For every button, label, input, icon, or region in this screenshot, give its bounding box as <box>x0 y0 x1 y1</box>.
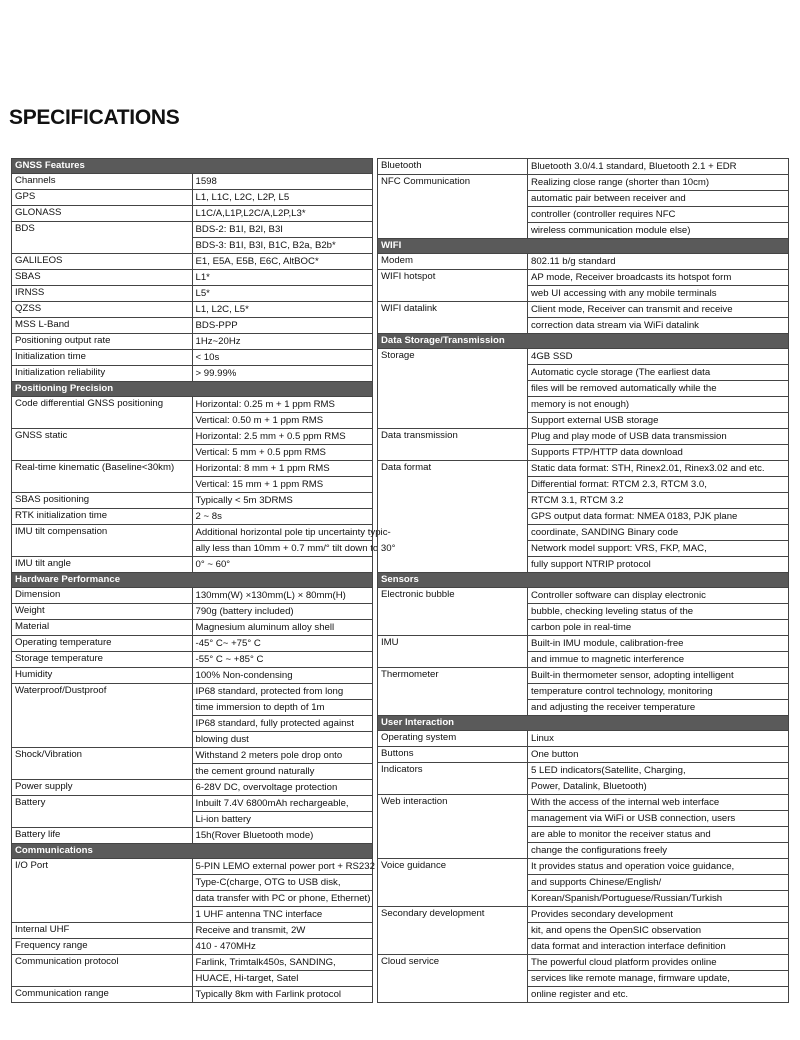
spec-key: Bluetooth <box>378 159 528 175</box>
spec-value-line: 2 ~ 8s <box>195 511 222 522</box>
spec-row <box>12 748 373 780</box>
spec-key: SBAS <box>12 270 193 286</box>
spec-value-line: Horizontal: 0.25 m + 1 ppm RMS <box>193 397 373 413</box>
spec-key: IMU tilt angle <box>12 557 193 573</box>
spec-key: Data transmission <box>378 429 528 461</box>
spec-value-line: Horizontal: 2.5 mm + 0.5 ppm RMS <box>193 429 373 445</box>
spec-row <box>378 955 789 1003</box>
spec-value-line: 15h(Rover Bluetooth mode) <box>195 830 314 841</box>
spec-value <box>528 668 789 716</box>
spec-key: BDS <box>12 222 193 254</box>
spec-value-line: 130mm(W) ×130mm(L) × 80mm(H) <box>195 590 346 601</box>
spec-value <box>192 588 373 604</box>
spec-row <box>12 302 373 318</box>
spec-value-line: L1C/A,L1P,L2C/A,L2P,L3* <box>195 208 306 219</box>
spec-row <box>12 604 373 620</box>
spec-value <box>192 429 373 461</box>
spec-value-line: BDS-3: B1I, B3I, B1C, B2a, B2b* <box>195 240 336 251</box>
spec-row <box>378 588 789 636</box>
spec-value-line: and immue to magnetic interference <box>531 654 685 665</box>
spec-key: Code differential GNSS positioning <box>12 397 193 429</box>
spec-value-line: IP68 standard, protected from long <box>193 684 373 700</box>
spec-value <box>192 636 373 652</box>
spec-row <box>12 557 373 573</box>
spec-row <box>378 254 789 270</box>
spec-value-line: Li-ion battery <box>195 814 251 825</box>
spec-row <box>378 668 789 716</box>
spec-value-line: 790g (battery included) <box>195 606 294 617</box>
spec-value-line: bubble, checking leveling status of the <box>528 604 788 620</box>
spec-value <box>192 557 373 573</box>
spec-value <box>192 318 373 334</box>
spec-value-line: HUACE, Hi-target, Satel <box>195 973 299 984</box>
spec-key: Shock/Vibration <box>12 748 193 780</box>
spec-row <box>12 429 373 461</box>
spec-value <box>192 366 373 382</box>
spec-value-line: correction data stream via WiFi datalink <box>531 320 699 331</box>
spec-value-line: temperature control technology, monitoring <box>528 684 788 700</box>
spec-row <box>12 318 373 334</box>
spec-value-line: Horizontal: 8 mm + 1 ppm RMS <box>193 461 373 477</box>
spec-value-line: Typically < 5m 3DRMS <box>195 495 293 506</box>
spec-value-line: -45° C~ +75° C <box>195 638 261 649</box>
spec-key: Material <box>12 620 193 636</box>
spec-value-line: and supports Chinese/English/ <box>528 875 788 891</box>
spec-value-line: L1, L1C, L2C, L2P, L5 <box>195 192 290 203</box>
section-header <box>378 716 789 731</box>
spec-row <box>378 270 789 302</box>
spec-row <box>378 795 789 859</box>
spec-key: Initialization reliability <box>12 366 193 382</box>
spec-value-line: kit, and opens the OpenSIC observation <box>528 923 788 939</box>
spec-value-line: management via WiFi or USB connection, users <box>528 811 788 827</box>
spec-key: WIFI datalink <box>378 302 528 334</box>
section-title: Hardware Performance <box>12 573 373 588</box>
spec-value <box>528 461 789 573</box>
spec-value-line: services like remote manage, firmware update, <box>528 971 788 987</box>
spec-key: NFC Communication <box>378 175 528 239</box>
spec-value-line: controller (controller requires NFC <box>528 207 788 223</box>
spec-row <box>12 525 373 557</box>
spec-row <box>12 636 373 652</box>
spec-key: Weight <box>12 604 193 620</box>
spec-row <box>378 461 789 573</box>
spec-key: Modem <box>378 254 528 270</box>
spec-value-line: IP68 standard, fully protected against <box>193 716 373 732</box>
spec-value-line: Receive and transmit, 2W <box>195 925 306 936</box>
spec-value <box>192 270 373 286</box>
section-header <box>12 573 373 588</box>
spec-row <box>378 747 789 763</box>
spec-value <box>192 509 373 525</box>
spec-row <box>378 907 789 955</box>
spec-key: Waterproof/Dustproof <box>12 684 193 748</box>
spec-value-line: Static data format: STH, Rinex2.01, Rinex3.02 and etc. <box>528 461 788 477</box>
spec-value <box>528 270 789 302</box>
spec-row <box>12 461 373 493</box>
spec-value-line: 100% Non-condensing <box>195 670 293 681</box>
spec-value-line: BDS-2: B1I, B2I, B3I <box>193 222 373 238</box>
spec-value-line: 5-PIN LEMO external power port + RS232 <box>193 859 373 875</box>
spec-value <box>528 731 789 747</box>
spec-value-line: Controller software can display electronic <box>528 588 788 604</box>
spec-value <box>528 349 789 429</box>
spec-value-line: Type-C(charge, OTG to USB disk, <box>193 875 373 891</box>
spec-value-line: 410 - 470MHz <box>195 941 256 952</box>
spec-row <box>12 190 373 206</box>
spec-value <box>192 923 373 939</box>
spec-value-line: One button <box>531 749 579 760</box>
spec-value-line: Vertical: 5 mm + 0.5 ppm RMS <box>195 447 326 458</box>
spec-value <box>192 397 373 429</box>
spec-value-line: Built-in thermometer sensor, adopting intelligent <box>528 668 788 684</box>
spec-row <box>12 796 373 828</box>
spec-row <box>12 286 373 302</box>
spec-value-line: Vertical: 15 mm + 1 ppm RMS <box>195 479 324 490</box>
spec-value-line: data transfer with PC or phone, Ethernet) <box>193 891 373 907</box>
spec-key: IMU tilt compensation <box>12 525 193 557</box>
spec-value <box>192 828 373 844</box>
spec-value-line: fully support NTRIP protocol <box>531 559 651 570</box>
spec-value-line: L1* <box>195 272 210 283</box>
spec-value-line: files will be removed automatically while the <box>528 381 788 397</box>
spec-row <box>12 206 373 222</box>
spec-value-line: coordinate, SANDING Binary code <box>528 525 788 541</box>
spec-value <box>528 795 789 859</box>
spec-value <box>192 461 373 493</box>
spec-value-line: are able to monitor the receiver status and <box>528 827 788 843</box>
spec-key: Channels <box>12 174 193 190</box>
spec-value <box>528 159 789 175</box>
spec-value-line: 1Hz~20Hz <box>195 336 241 347</box>
spec-value <box>192 939 373 955</box>
spec-value-line: the cement ground naturally <box>195 766 315 777</box>
spec-value-line: RTCM 3.1, RTCM 3.2 <box>528 493 788 509</box>
spec-table-right <box>377 158 789 1003</box>
spec-value <box>192 302 373 318</box>
spec-value-line: Farlink, Trimtalk450s, SANDING, <box>193 955 373 971</box>
spec-key: GLONASS <box>12 206 193 222</box>
spec-value-line: Client mode, Receiver can transmit and receive <box>528 302 788 318</box>
spec-key: IMU <box>378 636 528 668</box>
spec-value-line: Withstand 2 meters pole drop onto <box>193 748 373 764</box>
spec-value-line: The powerful cloud platform provides online <box>528 955 788 971</box>
spec-key: Positioning output rate <box>12 334 193 350</box>
spec-key: Real-time kinematic (Baseline<30km) <box>12 461 193 493</box>
spec-row <box>12 270 373 286</box>
spec-key: QZSS <box>12 302 193 318</box>
spec-value-line: Supports FTP/HTTP data download <box>531 447 683 458</box>
spec-key: Electronic bubble <box>378 588 528 636</box>
spec-row <box>12 334 373 350</box>
spec-row <box>378 636 789 668</box>
spec-row <box>378 175 789 239</box>
spec-value <box>528 175 789 239</box>
spec-value-line: GPS output data format: NMEA 0183, PJK plane <box>528 509 788 525</box>
spec-value-line: Differential format: RTCM 2.3, RTCM 3.0, <box>528 477 788 493</box>
spec-value-line: Power, Datalink, Bluetooth) <box>531 781 647 792</box>
spec-row <box>12 987 373 1003</box>
spec-value-line: Support external USB storage <box>531 415 659 426</box>
spec-value-line: data format and interaction interface definition <box>531 941 726 952</box>
spec-value-line: Magnesium aluminum alloy shell <box>195 622 335 633</box>
spec-value <box>192 206 373 222</box>
spec-row <box>12 939 373 955</box>
spec-key: IRNSS <box>12 286 193 302</box>
spec-key: GNSS static <box>12 429 193 461</box>
spec-value-line: wireless communication module else) <box>531 225 691 236</box>
section-title: Positioning Precision <box>12 382 373 397</box>
spec-value <box>192 334 373 350</box>
section-title: Communications <box>12 844 373 859</box>
spec-value-line: 1 UHF antenna TNC interface <box>195 909 323 920</box>
spec-value-line: Korean/Spanish/Portuguese/Russian/Turkish <box>531 893 723 904</box>
spec-value-line: 1598 <box>195 176 217 187</box>
spec-key: Battery life <box>12 828 193 844</box>
spec-row <box>378 159 789 175</box>
spec-value <box>192 780 373 796</box>
spec-row <box>12 350 373 366</box>
spec-key: GALILEOS <box>12 254 193 270</box>
spec-key: Internal UHF <box>12 923 193 939</box>
section-title: Sensors <box>378 573 789 588</box>
spec-row <box>12 684 373 748</box>
spec-row <box>12 254 373 270</box>
spec-key: SBAS positioning <box>12 493 193 509</box>
spec-value <box>192 174 373 190</box>
spec-value-line: Provides secondary development <box>528 907 788 923</box>
spec-value <box>192 748 373 780</box>
spec-value-line: blowing dust <box>195 734 249 745</box>
spec-row <box>12 493 373 509</box>
spec-value-line: Linux <box>531 733 554 744</box>
spec-value <box>192 859 373 923</box>
spec-row <box>378 859 789 907</box>
spec-value-line: L1, L2C, L5* <box>195 304 249 315</box>
spec-value-line: web UI accessing with any mobile terminals <box>531 288 717 299</box>
spec-value-line: Realizing close range (shorter than 10cm) <box>528 175 788 191</box>
spec-key: Operating system <box>378 731 528 747</box>
spec-value-line: Plug and play mode of USB data transmission <box>528 429 788 445</box>
spec-key: Humidity <box>12 668 193 684</box>
spec-key: Battery <box>12 796 193 828</box>
spec-row <box>378 731 789 747</box>
spec-value <box>192 620 373 636</box>
spec-value-line: -55° C ~ +85° C <box>195 654 264 665</box>
spec-value <box>192 604 373 620</box>
spec-row <box>378 429 789 461</box>
spec-row <box>12 397 373 429</box>
spec-key: Thermometer <box>378 668 528 716</box>
spec-value-line: AP mode, Receiver broadcasts its hotspot form <box>528 270 788 286</box>
spec-value-line: Typically 8km with Farlink protocol <box>195 989 342 1000</box>
spec-row <box>12 509 373 525</box>
spec-value-line: Automatic cycle storage (The earliest data <box>528 365 788 381</box>
spec-value <box>528 955 789 1003</box>
spec-value <box>192 525 396 557</box>
spec-row <box>378 763 789 795</box>
spec-value-line: change the configurations freely <box>531 845 667 856</box>
spec-key: Storage temperature <box>12 652 193 668</box>
spec-value-line: BDS-PPP <box>195 320 238 331</box>
spec-key: Dimension <box>12 588 193 604</box>
spec-value-line: time immersion to depth of 1m <box>193 700 373 716</box>
spec-row <box>12 222 373 254</box>
spec-row <box>12 174 373 190</box>
spec-key: Data format <box>378 461 528 573</box>
spec-value-line: automatic pair between receiver and <box>528 191 788 207</box>
spec-value <box>192 190 373 206</box>
spec-value <box>192 350 373 366</box>
spec-key: WIFI hotspot <box>378 270 528 302</box>
spec-value-line: E1, E5A, E5B, E6C, AltBOC* <box>195 256 319 267</box>
spec-value <box>528 859 789 907</box>
spec-value <box>192 652 373 668</box>
spec-value-line: 5 LED indicators(Satellite, Charging, <box>528 763 788 779</box>
spec-row <box>12 780 373 796</box>
spec-row <box>12 955 373 987</box>
spec-value-line: Bluetooth 3.0/4.1 standard, Bluetooth 2.1 + EDR <box>531 161 737 172</box>
spec-key: Communication range <box>12 987 193 1003</box>
spec-row <box>378 349 789 429</box>
spec-key: Power supply <box>12 780 193 796</box>
spec-value <box>192 222 373 254</box>
spec-key: Voice guidance <box>378 859 528 907</box>
spec-key: I/O Port <box>12 859 193 923</box>
spec-value <box>192 796 373 828</box>
spec-value <box>528 302 789 334</box>
spec-value <box>192 987 373 1003</box>
spec-key: Initialization time <box>12 350 193 366</box>
spec-row <box>12 668 373 684</box>
spec-value-line: 0° ~ 60° <box>195 559 231 570</box>
spec-value-line: Vertical: 0.50 m + 1 ppm RMS <box>195 415 324 426</box>
spec-value-line: 6-28V DC, overvoltage protection <box>195 782 338 793</box>
spec-value <box>528 254 789 270</box>
spec-value-line: Built-in IMU module, calibration-free <box>528 636 788 652</box>
section-header <box>12 382 373 397</box>
spec-value-line: 4GB SSD <box>528 349 788 365</box>
spec-value <box>528 763 789 795</box>
spec-value <box>192 955 373 987</box>
section-title: Data Storage/Transmission <box>378 334 789 349</box>
spec-value-line: and adjusting the receiver temperature <box>531 702 696 713</box>
spec-value-line: 802.11 b/g standard <box>531 256 616 267</box>
spec-value-line: < 10s <box>195 352 220 363</box>
spec-value-line: L5* <box>195 288 210 299</box>
spec-value-line: memory is not enough) <box>528 397 788 413</box>
page-title: SPECIFICATIONS <box>9 106 180 129</box>
spec-value-line: Network model support: VRS, FKP, MAC, <box>528 541 788 557</box>
spec-value <box>192 684 373 748</box>
spec-row <box>12 652 373 668</box>
spec-value-line: online register and etc. <box>531 989 629 1000</box>
spec-value <box>528 588 789 636</box>
spec-key: Storage <box>378 349 528 429</box>
spec-row <box>12 859 373 923</box>
spec-key: Operating temperature <box>12 636 193 652</box>
section-title: WIFI <box>378 239 789 254</box>
spec-row <box>12 923 373 939</box>
spec-row <box>12 366 373 382</box>
spec-value <box>192 668 373 684</box>
section-header <box>378 334 789 349</box>
spec-key: RTK initialization time <box>12 509 193 525</box>
spec-value <box>192 493 373 509</box>
spec-row <box>12 828 373 844</box>
spec-key: Frequency range <box>12 939 193 955</box>
section-header <box>12 159 373 174</box>
spec-value-line: ally less than 10mm + 0.7 mm/° tilt down to 30° <box>195 543 396 554</box>
section-title: GNSS Features <box>12 159 373 174</box>
spec-value-line: With the access of the internal web interface <box>528 795 788 811</box>
spec-value <box>192 286 373 302</box>
spec-value-line: Additional horizontal pole tip uncertainty typic- <box>193 525 373 541</box>
spec-row <box>378 302 789 334</box>
spec-value <box>528 636 789 668</box>
spec-value <box>528 429 789 461</box>
spec-value-line: carbon pole in real-time <box>531 622 632 633</box>
spec-value-line: It provides status and operation voice guidance, <box>528 859 788 875</box>
section-header <box>12 844 373 859</box>
spec-value <box>192 254 373 270</box>
section-title: User Interaction <box>378 716 789 731</box>
spec-key: Buttons <box>378 747 528 763</box>
spec-value-line: > 99.99% <box>195 368 237 379</box>
spec-key: GPS <box>12 190 193 206</box>
spec-row <box>12 620 373 636</box>
spec-key: MSS L-Band <box>12 318 193 334</box>
section-header <box>378 573 789 588</box>
spec-key: Communication protocol <box>12 955 193 987</box>
spec-key: Cloud service <box>378 955 528 1003</box>
spec-value-line: Inbuilt 7.4V 6800mAh rechargeable, <box>193 796 373 812</box>
spec-value <box>528 907 789 955</box>
section-header <box>378 239 789 254</box>
spec-row <box>12 588 373 604</box>
spec-key: Web interaction <box>378 795 528 859</box>
spec-key: Indicators <box>378 763 528 795</box>
spec-value <box>528 747 789 763</box>
spec-key: Secondary development <box>378 907 528 955</box>
